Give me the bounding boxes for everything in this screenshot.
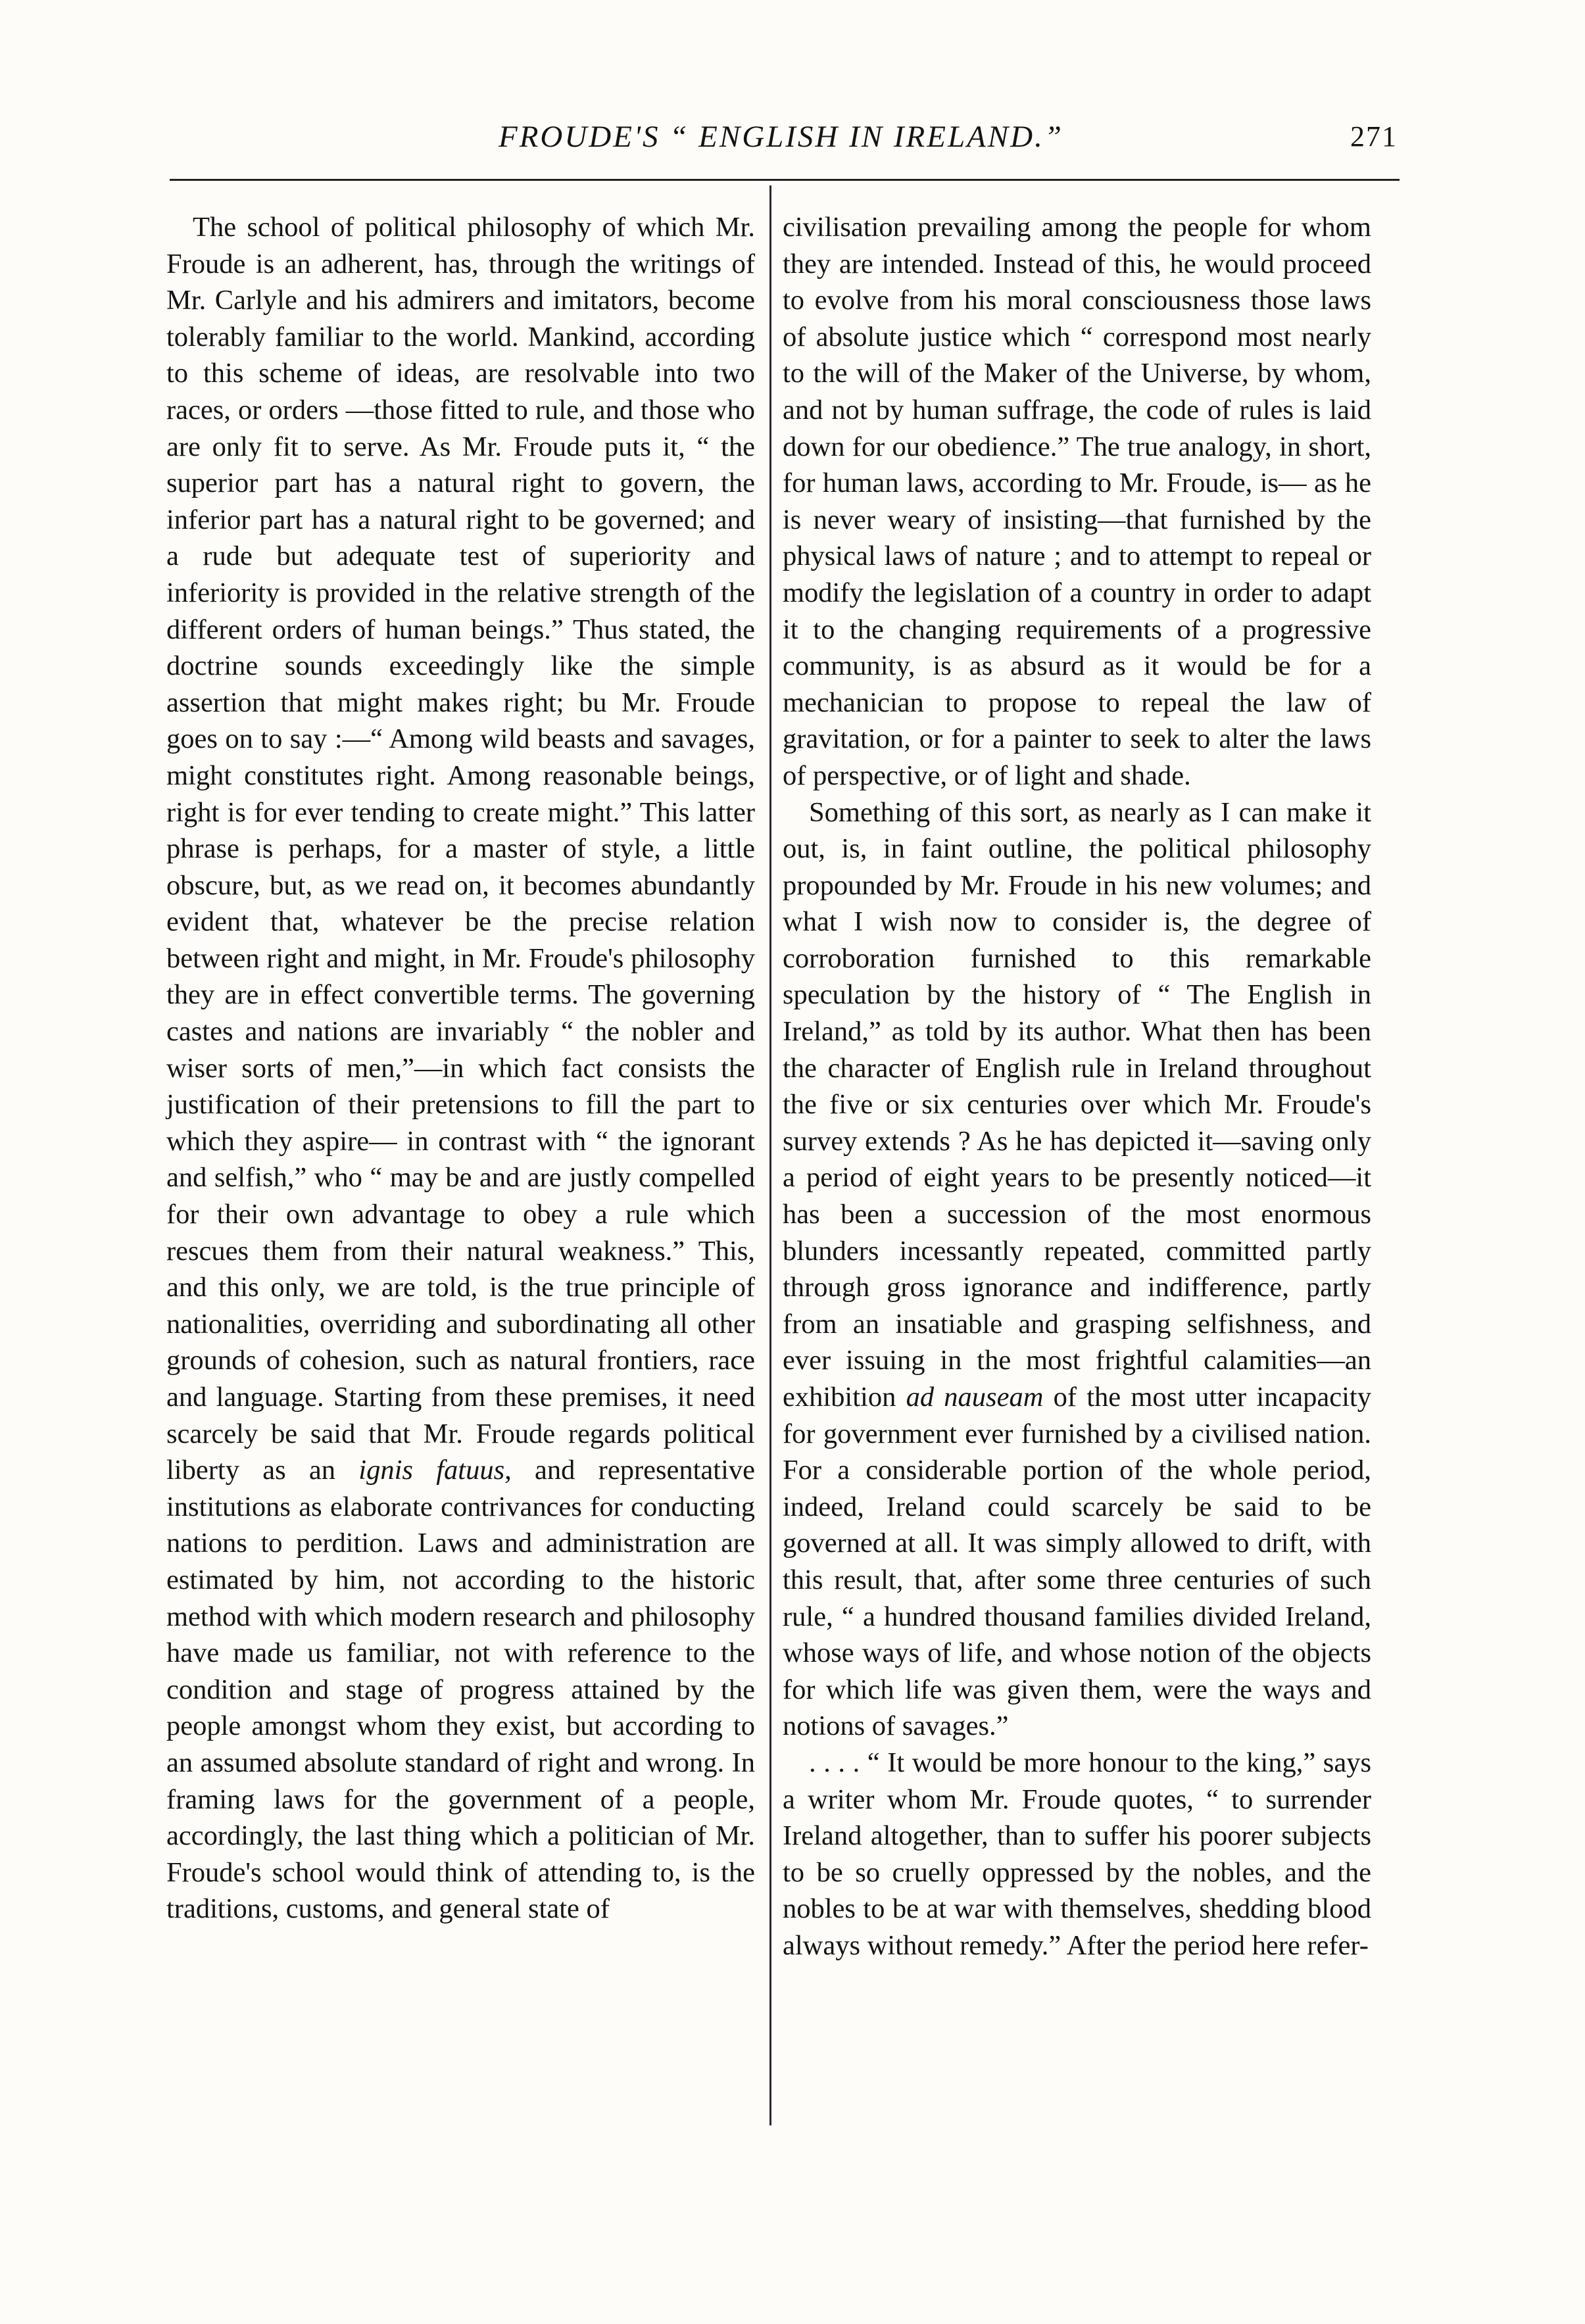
left-paragraph-1-text-b: and representative institutions as elaborate contrivances for conducting nations to perdition. Laws and administration are estimated by him, not according to the historic method with which modern research and philosophy have made us familiar, not with reference to the condition and stage of progress attained by the people amongst whom they exist, but according to an assumed absolute standard of right and wrong. In framing laws for the government of a people, accordingly, the last thing which a politician of Mr. Froude's school would think of attending to, is the traditions, customs, and general state of <box>166 1455 756 1925</box>
left-paragraph-1-text-a: The school of political philosophy of which Mr. Froude is an adherent, has, through the writings of Mr. Carlyle and his admirers and imitators, become tolerably familiar to the world. Mankind, according to this scheme of ideas, are resolvable into two races, or orders —those fitted to rule, and those who are only fit to serve. As Mr. Froude puts it, “ the superior part has a natural right to govern, the inferior part has a natural right to be governed; and a rude but adequate test of superiority and inferiority is provided in the relative strength of the different orders of human beings.” Thus stated, the doctrine sounds exceedingly like the simple assertion that might makes right; bu Mr. Froude goes on to say :—“ Among wild beasts and savages, might constitutes right. Among reasonable beings, right is for ever tending to create might.” This latter phrase is perhaps, for a master of style, a little obscure, but, as we read on, it becomes abundantly evident that, whatever be the precise relation between right and might, in Mr. Froude's philosophy they are in effect convertible terms. The governing castes and nations are invariably “ the nobler and wiser sorts of men,”—in which fact consists the justification of their pretensions to fill the part to which they aspire— in contrast with “ the ignorant and selfish,” who “ may be and are justly compelled for their own advantage to obey a rule which rescues them from their natural weakness.” This, and this only, we are told, is the true principle of nationalities, overriding and subordinating all other grounds of cohesion, such as natural frontiers, race and language. Starting from these premises, it need scarcely be said that Mr. Froude regards political liberty as an <box>166 212 755 1486</box>
page-header <box>164 110 1398 163</box>
right-paragraph-1: civilisation prevailing among the people for whom they are intended. Instead of this, he would proceed to evolve from his moral consciousness those laws of absolute justice which “ correspond most nearly to the will of the Maker of the Universe, by whom, and not by human suffrage, the code of rules is laid down for our obedience.” The true analogy, in short, for human laws, according to Mr. Froude, is— as he is never weary of insisting—that furnished by the physical laws of nature ; and to attempt to repeal or modify the legislation of a country in order to adapt it to the changing requirements of a progressive community, is as absurd as it would be for a mechanician to propose to repeal the law of gravitation, or for a painter to seek to alter the laws of perspective, or of light and shade. <box>783 212 1371 791</box>
right-paragraph-2-italic: ad nauseam <box>906 1382 1044 1413</box>
column-divider <box>769 185 771 2125</box>
right-paragraph-2 <box>783 794 1371 1745</box>
running-title: FROUDE'S “ ENGLISH IN IRELAND.” <box>499 120 1063 154</box>
page-number: 271 <box>1350 120 1398 153</box>
right-paragraph-2-text-a: Something of this sort, as nearly as I can make it out, is, in faint outline, the political philosophy propounded by Mr. Froude in his new volumes; and what I wish now to consider is, the degree of corroboration furnished to this remarkable speculation by the history of “ The English in Ireland,” as told by its author. What then has been the character of English rule in Ireland throughout the five or six centuries over which Mr. Froude's survey extends ? As he has depicted it—saving only a period of eight years to be presently noticed—it has been a succession of the most enormous blunders incessantly repeated, committed partly through gross ignorance and indifference, partly from an insatiable and grasping selfishness, and ever issuing in the most frightful calamities—an exhibition <box>783 796 1371 1413</box>
left-paragraph-1-italic: ignis fatuus, <box>358 1455 512 1486</box>
right-column <box>783 209 1371 1964</box>
right-paragraph-2-text-b: of the most utter incapacity for government ever furnished by a civilised nation. For a considerable portion of the whole period, indeed, Ireland could scarcely be said to be governed at all. It was simply allowed to drift, with this result, that, after some three centuries of such rule, “ a hundred thousand families divided Ireland, whose ways of life, and whose notion of the objects for which life was given them, were the ways and notions of savages.” <box>783 1382 1371 1742</box>
right-paragraph-3: . . . . “ It would be more honour to the king,” says a writer whom Mr. Froude quotes, “ to surrender Ireland altogether, than to suffer his poorer subjects to be so cruelly oppressed by the nobles, and the nobles to be at war with themselves, shedding blood always without remedy.” After the period here refer- <box>783 1747 1371 1961</box>
header-rule <box>170 179 1400 181</box>
left-paragraph-1 <box>166 209 755 1927</box>
left-column <box>166 209 755 1927</box>
